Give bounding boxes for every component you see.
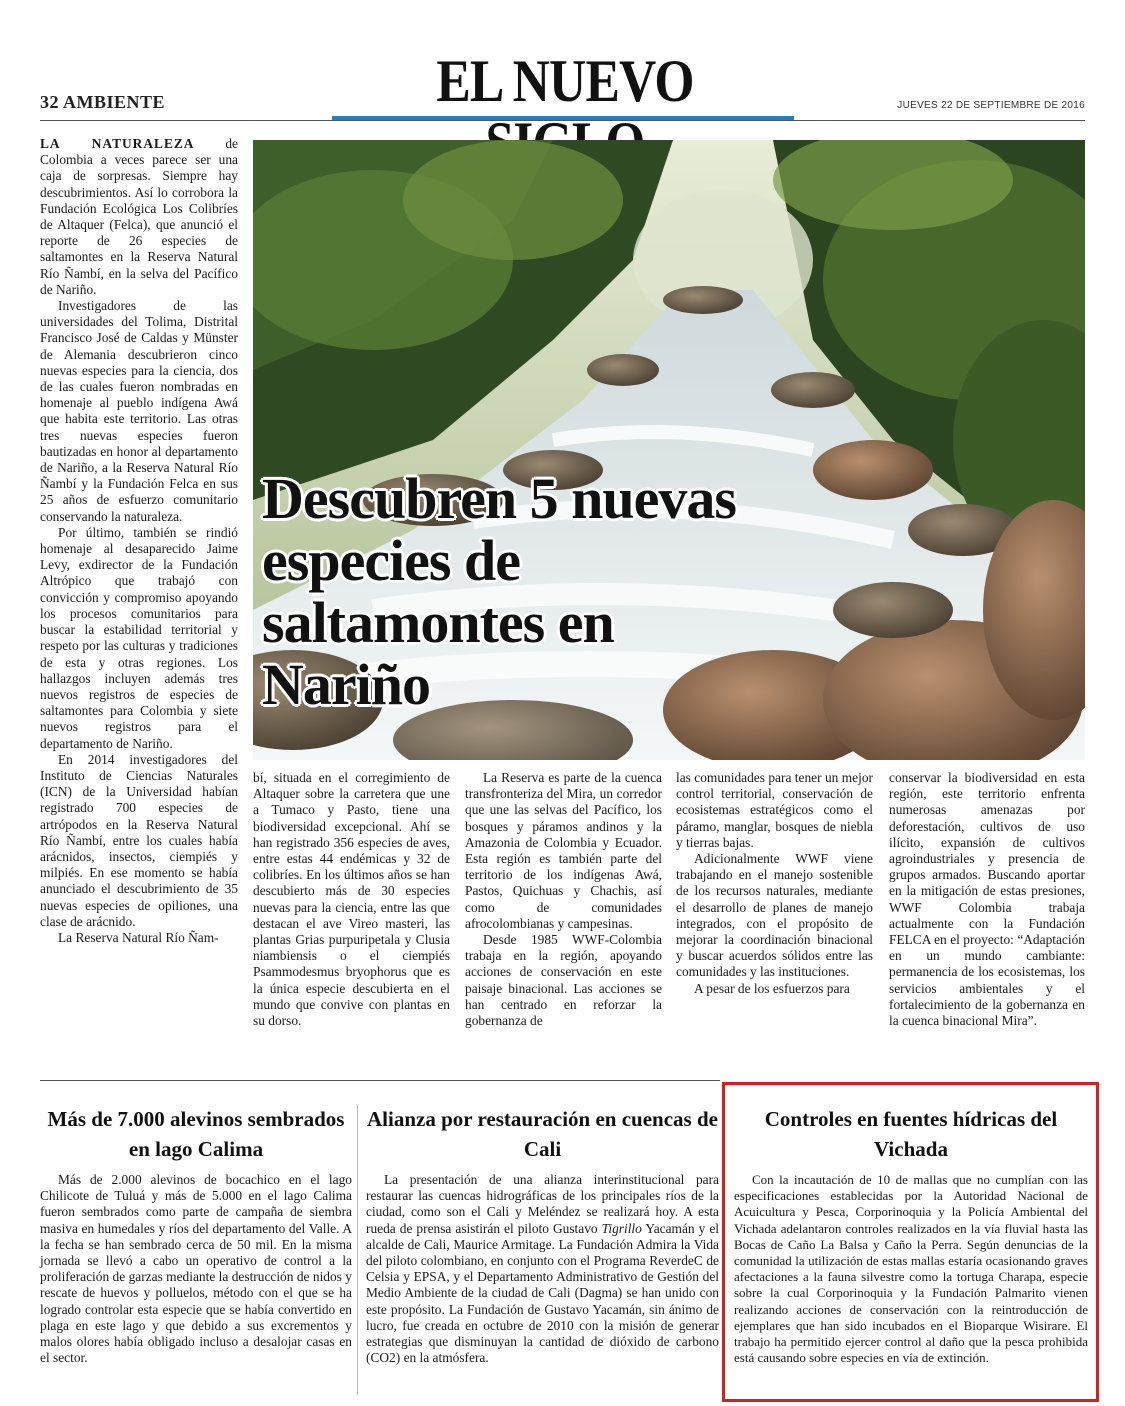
paragraph: Más de 2.000 alevinos de bocachico en el lago Chilicote de Tuluá y más de 5.000 en el lago Calima fueron sembrados como parte de campaña de siembra masiva en humedales y ríos del departamento del Valle. A la fecha se han sembrado cerca de 50 mil. En la misma jornada se llevó a cabo un operativo de control a la proliferación de garzas mediante la destrucción de nidos y rescate de huevos y polluelos, método con el que se ha logrado controlar esta especie que se había convertido en plaga en este lago y que debido a sus excrementos y malos olores había obligado incluso a desalojar casas en el sector. — [40, 1172, 352, 1366]
paragraph: Con la incautación de 10 de mallas que no cumplían con las especificaciones establecidas por la Autoridad Nacional de Acuicultura y Pesca, Corporinoquia y la Policía Ambiental del Vichada adelantaron controles realizados en la vía fluvial hasta las Bocas de Caño La Balsa y Caño la Perra. Según denuncias de la comunidad la utilización de estas mallas estaría ocasionando graves afectaciones a la fauna silvestre como la tortuga Charapa, especie sobre la cual Corporinoquia y la Fundación Palmarito vienen realizando acciones de conservación con la reintroducción de ejemplares que han sido incubados en el Bioparque Wisirare. El trabajo ha permitido ejercer control al daño que la pesca prohibida está causando sobre especies en vía de extinción. — [734, 1172, 1088, 1366]
brief-title: Más de 7.000 alevinos sembrados en lago Calima — [47, 1107, 345, 1161]
paragraph: conservar la biodiversidad en esta región, este territorio enfrenta numerosas amenazas por deforestación, cultivos de uso ilícito, expansión de cultivos agroindustriales y presencia de grupos armados. Buscando aportar en la mitigación de estas presiones, WWF Colombia trabaja actualmente con la Fundación FELCA en el proyecto: “Adaptación en un mundo cambiante: permanencia de los ecosistemas, los servicios ambientales y el fortalecimiento de la gobernanza en la cuenca binacional Mira”. — [889, 770, 1085, 1029]
brief-body — [40, 1172, 352, 1366]
issue-date: JUEVES 22 DE SEPTIEMBRE DE 2016 — [897, 100, 1085, 111]
paragraph: Adicionalmente WWF viene trabajando en el manejo sostenible de los recursos naturales, mediante el desarrollo de planes de manejo integrados, con el propósito de mejorar la coordinación binacional y buscar acuerdos sólidos entre las comunidades y las instituciones. — [676, 851, 873, 980]
brief-article — [40, 1104, 352, 1366]
masthead-logo: EL NUEVO — [436, 48, 694, 114]
paragraph — [40, 136, 238, 298]
paragraph: Desde 1985 WWF-Colombia trabaja en la región, apoyando acciones de conservación en este paisaje binacional. Las acciones se han centrado en reforzar la gobernanza de — [465, 932, 662, 1029]
column-rule — [357, 1105, 358, 1395]
brief-article-highlighted — [734, 1104, 1088, 1366]
article-column-5 — [889, 770, 1085, 1029]
main-headline: Descubren 5 nuevas especies de saltamontes en Nariño — [262, 466, 736, 717]
paragraph-text: de Colombia a veces parece ser una caja de sorpresas. Siempre hay descubrimientos. Así lo corrobora la Fundación Ecológica Los Colibríes de Altaquer (Felca), que anunció el reporte de 26 especies de saltamontes en la Reserva Natural Río Ñambí, en la selva del Pacífico de Nariño. — [40, 136, 238, 297]
paragraph: Por último, también se rindió homenaje al desaparecido Jaime Levy, exdirector de la Fundación Altrópico que trabajó con convicción y compromiso apoyando los procesos comunitarios para buscar la estabilidad territorial y respeto por las culturas y tradiciones de esta y otras regiones. Los hallazgos incluyen además tres nuevos registros de especies de saltamontes para Colombia y siete nuevos registros para el departamento de Nariño. — [40, 524, 238, 751]
article-column-4 — [676, 770, 873, 997]
lead-in: LA NATURALEZA — [40, 136, 195, 151]
header-divider — [40, 120, 1085, 121]
paragraph: A pesar de los esfuerzos para — [694, 980, 850, 996]
paragraph: las comunidades para tener un mejor control territorial, conservación de ecosistemas estratégicos como el páramo, manglar, bosques de niebla y tierras bajas. — [676, 770, 873, 850]
section-divider — [40, 1080, 720, 1081]
paragraph: bí, situada en el corregimiento de Altaquer sobre la carretera que une a Tumaco y Pasto, tiene una biodiversidad excepcional. Ahí se han registrado 356 especies de aves, entre estas 44 endémicas y 32 de colibríes. En los últimos años se han descubierto más de 30 especies nuevas para la ciencia, entre las que destacan el ave Vireo masteri, las plantas Grias purpuripetala y Clusia niambiensis o el ciempiés Psammodesmus bryophorus que es la única especie descubierta en el mundo que convive con plantas en su dorso. — [253, 770, 450, 1029]
article-column-2 — [253, 770, 450, 1029]
paragraph: En 2014 investigadores del Instituto de Ciencias Naturales (ICN) de la Universidad habían registrado 700 especies de artrópodos en la Reserva Natural Río Ñambí, entre los cuales había arácnidos, insectos, ciempiés y milpiés. En ese momento se había anunciado el descubrimiento de 35 nuevas especies de opiliones, una clase de arácnido. — [40, 751, 238, 929]
nickname: Tigrillo — [601, 1220, 642, 1236]
brief-body — [734, 1172, 1088, 1366]
brief-article — [366, 1104, 719, 1366]
brief-title: Controles en fuentes hídricas del Vichada — [764, 1107, 1058, 1161]
article-column-3 — [465, 770, 662, 1029]
paragraph: Investigadores de las universidades del Tolima, Distrital Francisco José de Caldas y Münster de Alemania descubrieron cinco nuevas especies para la ciencia, dos de las cuales fueron nombradas en homenaje al pueblo indígena Awá que habita este territorio. Las otras tres nuevas especies fueron bautizadas en honor al departamento de Nariño, a la Reserva Natural Río Ñambí y la Fundación Felca en sus 25 años de esfuerzo comunitario conservando la naturaleza. — [40, 298, 238, 524]
paragraph-text: La presentación de una alianza interinstitucional para restaurar las cuencas hidrográficas de los principales ríos de la ciudad, como son el Cali y Meléndez se realizará hoy. A esta rueda de prensa asistirán el piloto Gustavo — [366, 1172, 719, 1236]
paragraph-text: Yacamán y el alcalde de Cali, Maurice Armitage. La Fundación Admira la Vida del piloto colombiano, en conjunto con el Programa ReverdeC de Celsia y EPSA, y el Departamento Administrativo de Gestión del Medio Ambiente de la ciudad de Cali (Dagma) se han unido con este propósito. La Fundación de Gustavo Yacamán, sin ánimo de lucro, fue creada en octubre de 2010 con la misión de generar estrategias que disminuyan la cantidad de dióxido de carbono (CO2) en la atmósfera. — [366, 1220, 719, 1366]
section-label: 32 AMBIENTE — [40, 92, 166, 112]
article-column-1 — [40, 136, 238, 946]
paragraph: La Reserva Natural Río Ñam- — [58, 929, 219, 945]
brief-title: Alianza por restauración en cuencas de Cali — [367, 1107, 718, 1161]
paragraph — [366, 1172, 719, 1366]
brief-body — [366, 1172, 719, 1366]
paragraph: La Reserva es parte de la cuenca transfronteriza del Mira, un corredor que une las selvas del Pacífico, los bosques y páramos andinos y la Amazonia de Colombia y Ecuador. Esta región es también parte del territorio de los indígenas Awá, Pastos, Quichuas y Chachis, así como de comunidades afrocolombianas y campesinas. — [465, 770, 662, 931]
